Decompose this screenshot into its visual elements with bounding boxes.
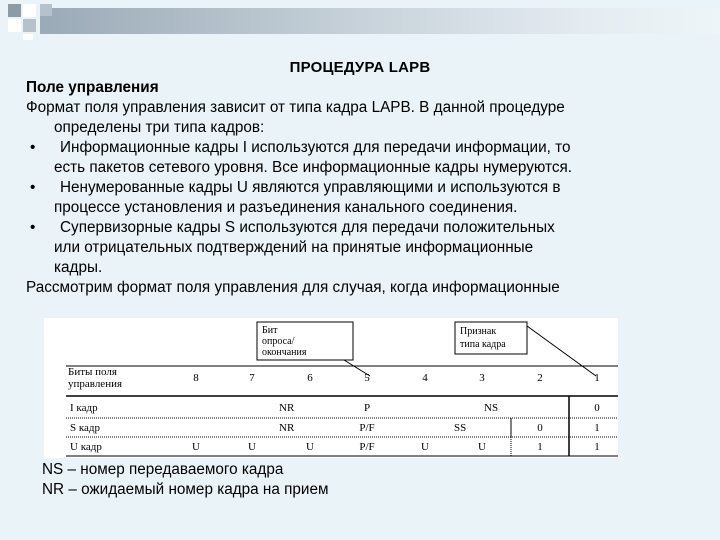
bullet-continuation: процессе установления и разъединения канального соединения. (54, 199, 518, 216)
bit-cell: 1 (537, 441, 543, 453)
callout-poll-text: опроса/ (262, 336, 295, 347)
header-gradient (40, 8, 720, 34)
bullet-text: Ненумерованные кадры U являются управляющими и используются в (60, 179, 561, 196)
outro-line: Рассмотрим формат поля управления для случая, когда информационные (26, 279, 560, 296)
bit-number: 4 (422, 372, 428, 384)
bit-cell: 0 (537, 422, 543, 434)
control-field-diagram (44, 318, 618, 458)
legend-nr: NR – ожидаемый номер кадра на прием (42, 481, 329, 498)
callout-type-text: типа кадра (460, 339, 506, 350)
row-label: I кадр (70, 402, 98, 414)
bullet-continuation: есть пакетов сетевого уровня. Все информационные кадры нумеруются. (54, 159, 573, 176)
bullet-text: Информационные кадры I используются для передачи информации, то (60, 139, 571, 156)
bullet-continuation: или отрицательных подтверждений на принятые информационные (54, 239, 534, 256)
decor-square (8, 4, 21, 17)
bullet-item (26, 218, 706, 238)
bullet-text: Супервизорные кадры S используются для передачи положительных (60, 219, 555, 236)
bit-number: 2 (537, 372, 543, 384)
bullet-icon: • (30, 219, 36, 236)
bit-number: 5 (364, 372, 370, 384)
ns-cell: NS (484, 402, 499, 414)
bullet-continuation: кадры. (54, 259, 103, 276)
nr-cell: NR (279, 422, 295, 434)
callout-type-leader (527, 326, 596, 376)
pf-cell: P (363, 402, 371, 414)
callout-poll-text: окончания (262, 347, 307, 358)
bit-number: 1 (594, 372, 600, 384)
bullet-item (26, 138, 706, 158)
u-cell: U (478, 441, 486, 453)
u-cell: U (248, 441, 256, 453)
pf-cell: P/F (359, 441, 375, 453)
section-heading: Поле управления (26, 79, 159, 96)
legend (42, 460, 329, 500)
slide-title: ПРОЦЕДУРА LAPB (289, 59, 431, 76)
bit-number: 6 (307, 372, 313, 384)
bit-cell: 1 (594, 422, 600, 434)
decor-square (8, 19, 21, 32)
u-cell: U (306, 441, 314, 453)
row-label: U кадр (70, 441, 102, 453)
row-header-text: Биты поля (68, 366, 117, 378)
intro-line: Формат поля управления зависит от типа кадра LAPB. В данной процедуре (26, 99, 565, 116)
slide-header-bar (0, 0, 720, 40)
callout-poll-text: Бит (262, 325, 278, 336)
intro-line: определены три типа кадров: (54, 119, 265, 136)
bit-number: 7 (249, 372, 255, 384)
bit-cell: 1 (594, 441, 600, 453)
row-header-text: управления (68, 378, 123, 390)
control-field-svg (44, 318, 618, 458)
bullet-item (26, 178, 706, 198)
bit-number: 3 (479, 372, 485, 384)
bullet-icon: • (30, 139, 36, 156)
ss-cell: SS (454, 422, 467, 434)
row-label: S кадр (70, 422, 101, 434)
legend-ns: NS – номер передаваемого кадра (42, 461, 284, 478)
decor-square (40, 4, 52, 16)
decor-square (23, 19, 36, 32)
u-cell: U (192, 441, 200, 453)
bullet-icon: • (30, 179, 36, 196)
decor-square (23, 34, 33, 40)
callout-type-text: Признак (460, 326, 497, 337)
bit-number: 8 (193, 372, 199, 384)
slide-body (26, 78, 706, 298)
u-cell: U (421, 441, 429, 453)
decor-square (23, 4, 36, 17)
bit-cell: 0 (594, 402, 600, 414)
nr-cell: NR (279, 402, 295, 414)
pf-cell: P/F (359, 422, 375, 434)
